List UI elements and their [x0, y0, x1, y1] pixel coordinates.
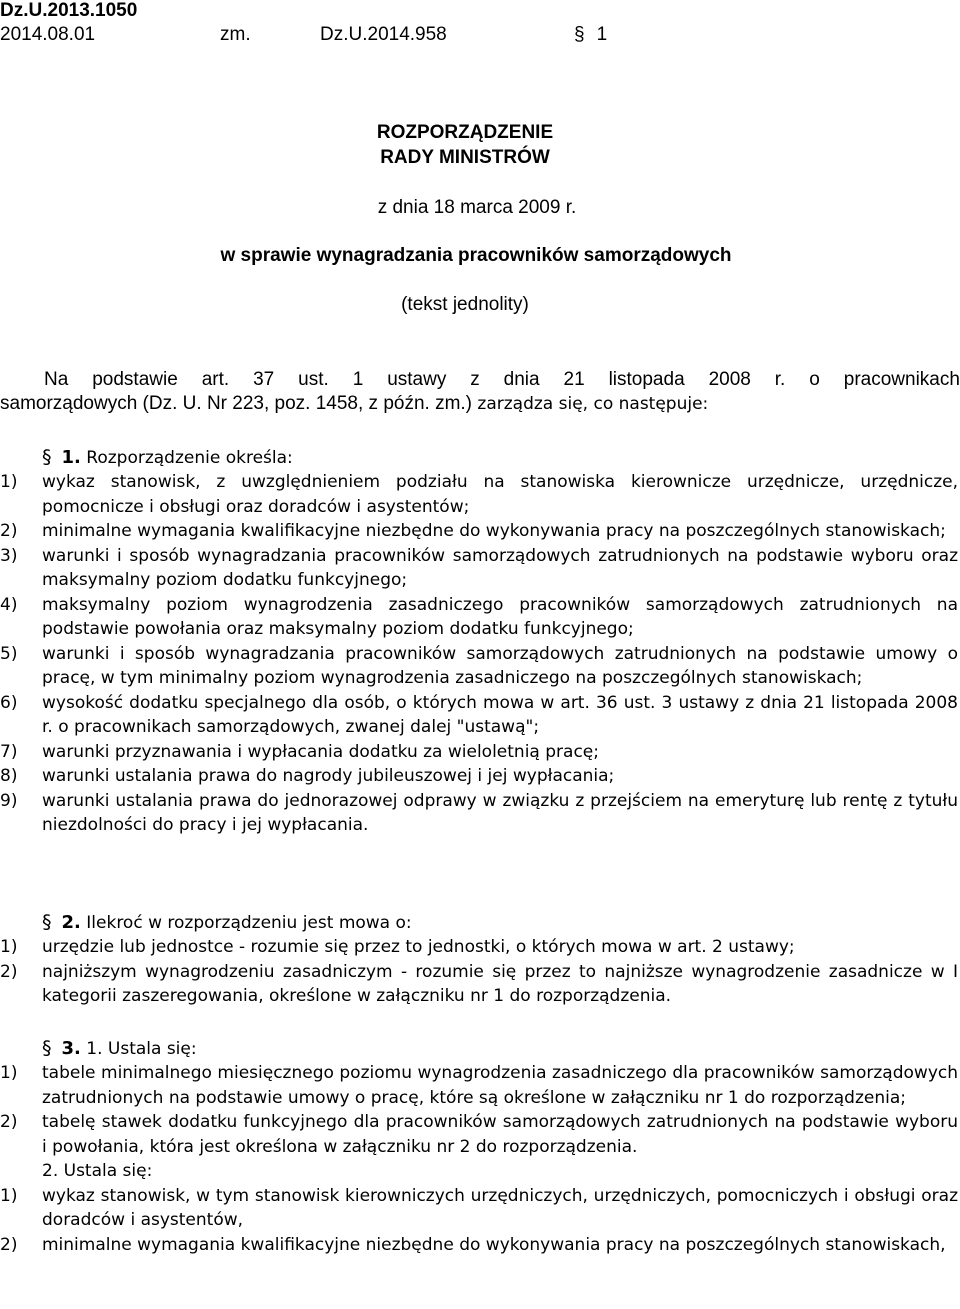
list-item-number: 7)	[0, 741, 18, 762]
section-mark: §	[42, 911, 52, 933]
list-item-text: tabele minimalnego miesięcznego poziomu wynagrodzenia zasadniczego dla pracowników samorządowych zatrudnionych na podstawie umowy o pracę, które są określone w załączniku nr 1 do rozporządzenia;	[42, 1063, 958, 1108]
paragraph-intro: 1. Ustala się:	[80, 1039, 197, 1059]
list-item-text: wykaz stanowisk, w tym stanowisk kierowniczych urzędniczych, urzędniczych, pomocniczych i obsługi oraz doradców i asystentów,	[42, 1185, 958, 1230]
preamble-word: 37	[253, 369, 275, 390]
list-item-number: 1)	[0, 472, 18, 492]
list-item-number: 2)	[0, 521, 18, 541]
paragraph-2	[0, 910, 960, 1009]
amended-label: zm.	[220, 24, 251, 45]
document-title-line2: RADY MINISTRÓW	[380, 147, 550, 168]
preamble-word: 1	[352, 369, 364, 390]
list-item	[0, 789, 960, 838]
page-indicator	[574, 24, 607, 46]
list-item-text: warunki i sposób wynagradzania pracowników samorządowych zatrudnionych na podstawie umowy o pracę, w tym minimalny poziom wynagrodzenia zasadniczego na poszczególnych stanowiskach;	[42, 643, 958, 688]
section-mark: §	[42, 446, 52, 468]
list-item	[0, 1110, 960, 1159]
list-item-text: warunki ustalania prawa do jednorazowej odprawy w związku z przejściem na emeryturę lub rentę z tytułu niezdolności do pracy i jej wypłacania.	[42, 790, 958, 835]
preamble-word: Na	[44, 369, 69, 390]
list-item-number: 2)	[0, 961, 18, 982]
list-item	[0, 1061, 960, 1110]
paragraph-3-subsection-2-heading: 2. Ustala się:	[42, 1161, 153, 1181]
preamble-word: 21	[563, 369, 585, 390]
preamble-word: pracownikach	[843, 369, 960, 390]
consolidated-text-note: (tekst jednolity)	[401, 294, 529, 315]
preamble-line1	[0, 368, 960, 392]
preamble	[0, 368, 960, 416]
list-item-number: 2)	[0, 1112, 18, 1132]
list-item-text: maksymalny poziom wynagrodzenia zasadniczego pracowników samorządowych zatrudnionych na podstawie powołania oraz maksymalny poziom dodatku funkcyjnego;	[42, 594, 958, 639]
paragraph-number: 1.	[61, 447, 81, 468]
list-item-text: wysokość dodatku specjalnego dla osób, o których mowa w art. 36 ust. 3 ustawy z dnia 21 listopada 2008 r. o pracownikach samorządowych, zwanej dalej "ustawą";	[42, 692, 958, 737]
paragraph-heading	[0, 445, 960, 470]
list-item-text: najniższym wynagrodzeniu zasadniczym - rozumie się przez to najniższe wynagrodzenie zasadnicze w I kategorii zaszeregowania, określone w załączniku nr 1 do rozporządzenia.	[42, 961, 958, 1006]
list-item-number: 1)	[0, 1063, 18, 1083]
list-item	[0, 1233, 960, 1258]
paragraph-number: 2.	[61, 912, 81, 933]
preamble-word: o	[809, 369, 820, 390]
list-item-number: 5)	[0, 643, 18, 664]
paragraph-intro: Rozporządzenie określa:	[80, 448, 293, 468]
list-item	[0, 764, 960, 789]
amendment-reference: Dz.U.2014.958	[320, 24, 447, 45]
preamble-word: ustawy	[387, 369, 447, 390]
list-item	[0, 740, 960, 765]
document-header	[0, 0, 960, 50]
paragraph-3-list	[0, 1061, 960, 1159]
preamble-legal-basis: samorządowych (Dz. U. Nr 223, poz. 1458, z późn. zm.)	[0, 393, 473, 414]
preamble-line2	[0, 392, 960, 416]
paragraph-heading	[0, 910, 960, 935]
preamble-word: podstawie	[92, 369, 178, 390]
document-date-line: z dnia 18 marca 2009 r.	[377, 197, 577, 218]
list-item	[0, 1184, 960, 1233]
paragraph-number: 3.	[61, 1038, 81, 1059]
list-item-text: urzędzie lub jednostce - rozumie się przez to jednostki, o których mowa w art. 2 ustawy;	[42, 937, 795, 957]
page-number: 1	[596, 24, 608, 45]
preamble-word: ust.	[298, 369, 329, 390]
list-item-text: warunki ustalania prawa do nagrody jubileuszowej i jej wypłacania;	[42, 766, 615, 786]
list-item-text: minimalne wymagania kwalifikacyjne niezbędne do wykonywania pracy na poszczególnych stanowiskach;	[42, 521, 946, 541]
list-item-number: 9)	[0, 790, 18, 811]
document-date: 2014.08.01	[0, 24, 96, 45]
list-item-number: 1)	[0, 937, 18, 957]
list-item	[0, 544, 960, 593]
document-id: Dz.U.2013.1050	[0, 0, 138, 21]
list-item-number: 6)	[0, 692, 18, 713]
paragraph-1	[0, 445, 960, 838]
paragraph-1-list	[0, 470, 960, 838]
list-item-text: warunki i sposób wynagradzania pracowników samorządowych zatrudnionych na podstawie wyboru oraz maksymalny poziom dodatku funkcyjnego;	[42, 545, 958, 590]
paragraph-intro: Ilekroć w rozporządzeniu jest mowa o:	[80, 913, 412, 933]
list-item-number: 4)	[0, 594, 18, 615]
list-item	[0, 935, 960, 960]
list-item-text: warunki przyznawania i wypłacania dodatku za wieloletnią pracę;	[42, 741, 599, 762]
document-title-line1: ROZPORZĄDZENIE	[376, 122, 554, 143]
list-item-number: 8)	[0, 766, 18, 786]
list-item-text: wykaz stanowisk, z uwzględnieniem podziału na stanowiska kierownicze urzędnicze, urzędnicze, pomocnicze i obsługi oraz doradców i asystentów;	[42, 472, 958, 517]
section-mark: §	[42, 1037, 52, 1059]
paragraph-heading	[0, 1036, 960, 1061]
document-subject: w sprawie wynagradzania pracowników samorządowych	[220, 245, 732, 266]
section-mark: §	[574, 24, 585, 45]
preamble-word: listopada	[608, 369, 685, 390]
preamble-word: z	[470, 369, 480, 390]
preamble-word: dnia	[503, 369, 540, 390]
list-item	[0, 642, 960, 691]
paragraph-2-list	[0, 935, 960, 1009]
preamble-word: r.	[774, 369, 786, 390]
preamble-enacting-clause: zarządza się, co następuje:	[472, 394, 709, 414]
preamble-word: 2008	[708, 369, 751, 390]
paragraph-3-subsection-2-list	[0, 1184, 960, 1258]
list-item	[0, 691, 960, 740]
paragraph-3	[0, 1036, 960, 1257]
list-item	[0, 470, 960, 519]
list-item	[0, 593, 960, 642]
list-item	[0, 519, 960, 544]
preamble-word: art.	[201, 369, 230, 390]
list-item-number: 3)	[0, 545, 18, 566]
list-item-number: 1)	[0, 1185, 18, 1206]
list-item	[0, 960, 960, 1009]
list-item-text: minimalne wymagania kwalifikacyjne niezbędne do wykonywania pracy na poszczególnych stanowiskach,	[42, 1234, 946, 1255]
list-item-number: 2)	[0, 1234, 18, 1255]
list-item-text: tabelę stawek dodatku funkcyjnego dla pracowników samorządowych zatrudnionych na podstawie wyboru i powołania, która jest określona w załączniku nr 2 do rozporządzenia.	[42, 1112, 958, 1157]
